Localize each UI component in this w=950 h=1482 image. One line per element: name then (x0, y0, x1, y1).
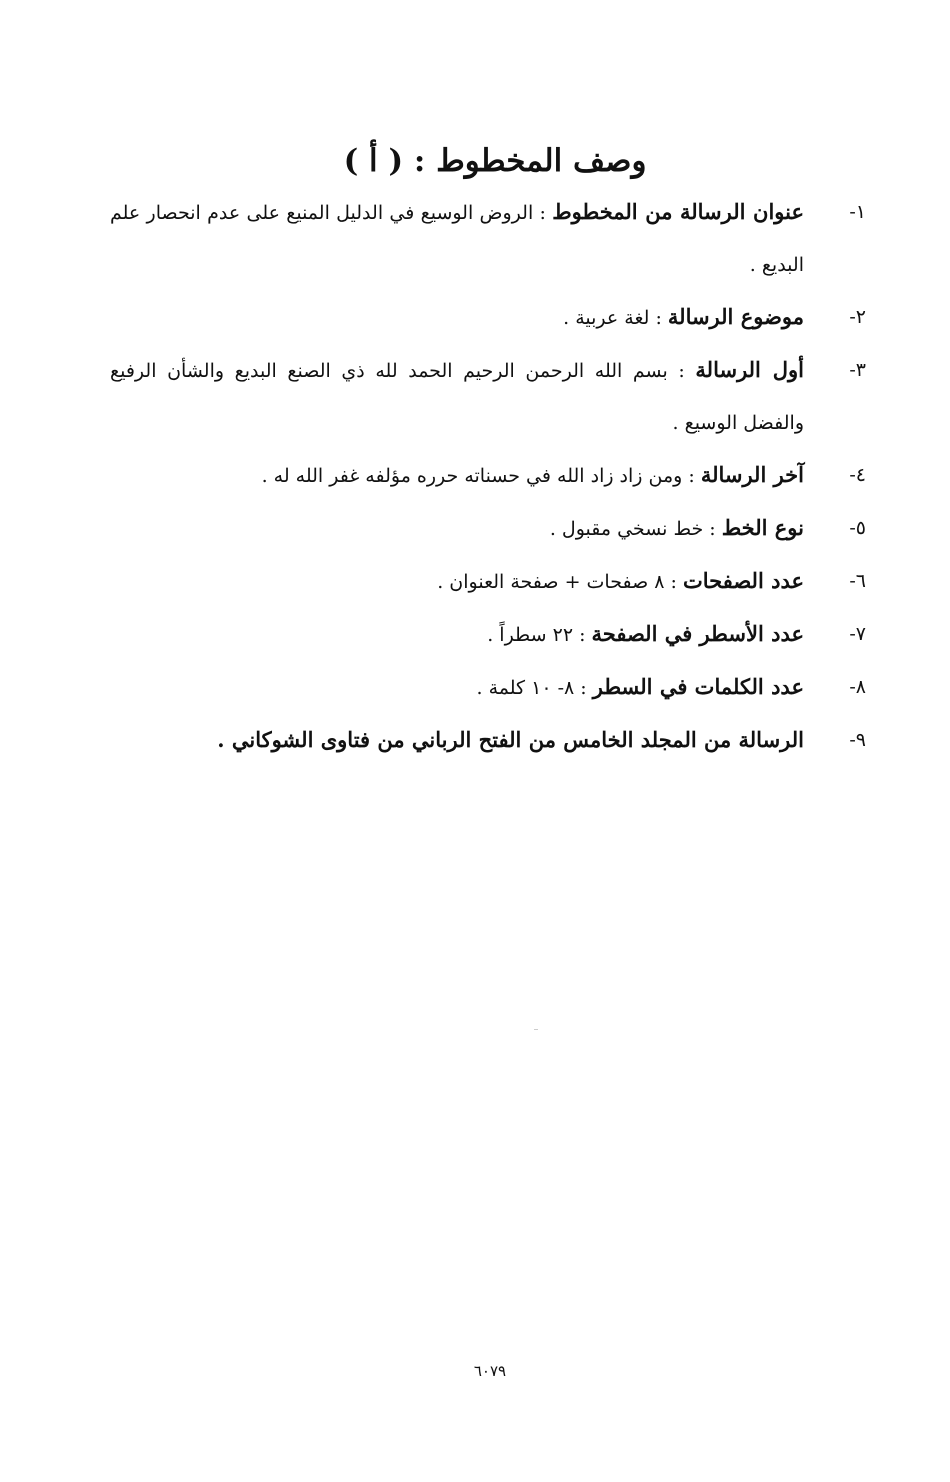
list-item (110, 502, 866, 555)
item-label: عدد الأسطر في الصفحة (591, 621, 804, 646)
item-number: ٣- (849, 359, 866, 381)
list-item (110, 608, 866, 661)
item-number: ٦- (849, 570, 866, 592)
list-item (110, 344, 866, 449)
item-label: موضوع الرسالة (667, 304, 804, 329)
item-text: : ٢٢ سطراً . (487, 624, 592, 646)
item-text: : لغة عربية . (563, 307, 668, 329)
item-number: ٢- (849, 306, 866, 328)
item-text: : خط نسخي مقبول . (549, 518, 722, 540)
item-text: الرسالة من المجلد الخامس من الفتح الرباني من فتاوى الشوكاني . (217, 727, 804, 752)
item-label: عدد الكلمات في السطر (592, 674, 804, 699)
page-number: ٦٠٧٩ (473, 1362, 507, 1380)
item-text: : ومن زاد زاد الله في حسناته حرره مؤلفه غفر الله له . (261, 465, 701, 487)
item-label: أول الرسالة (695, 357, 805, 382)
manuscript-description-list (110, 186, 866, 767)
item-text: : بسم الله الرحمن الرحيم الحمد لله ذي الصنع البديع والشأن الرفيع والفضل الوسيع . (110, 360, 804, 434)
list-item (110, 714, 866, 767)
list-item (110, 449, 866, 502)
list-item (110, 291, 866, 344)
item-number: ٤- (849, 464, 866, 486)
item-number: ٥- (849, 517, 866, 539)
item-number: ٧- (849, 623, 866, 645)
item-label: نوع الخط (721, 515, 804, 540)
list-item (110, 555, 866, 608)
item-text: : الروض الوسيع في الدليل المنيع على عدم انحصار علم البديع . (110, 202, 804, 276)
item-number: ٩- (849, 729, 866, 751)
item-label: آخر الرسالة (700, 462, 804, 487)
item-number: ١- (849, 201, 866, 223)
scan-speck (534, 1029, 538, 1030)
list-item (110, 661, 866, 714)
item-number: ٨- (849, 676, 866, 698)
item-text: : ٨- ١٠ كلمة . (476, 677, 593, 699)
page-title: وصف المخطوط : ( أ ) (343, 142, 647, 179)
item-text: : ٨ صفحات + صفحة العنوان . (437, 571, 683, 593)
item-label: عنوان الرسالة من المخطوط (552, 199, 804, 224)
list-item (110, 186, 866, 291)
item-label: عدد الصفحات (682, 568, 804, 593)
